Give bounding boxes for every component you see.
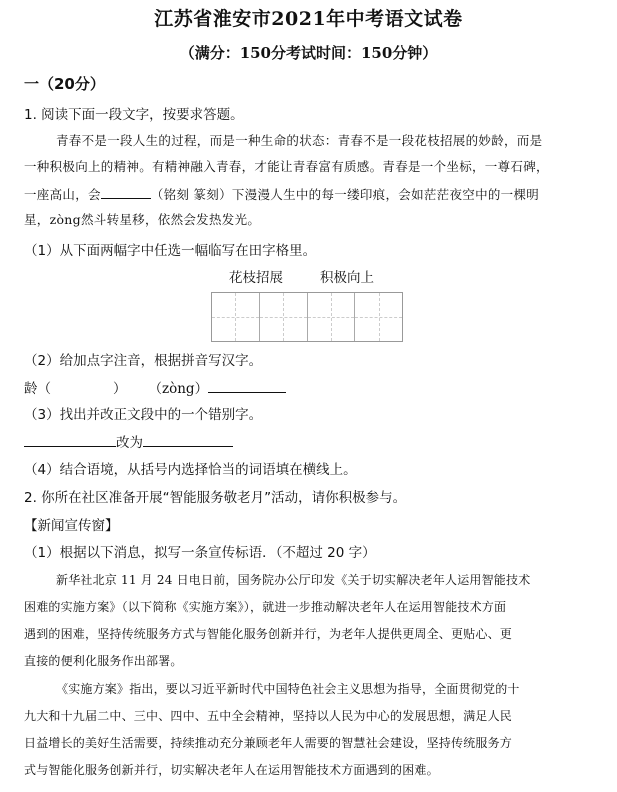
grid-cell[interactable]	[308, 293, 356, 341]
news-p2-line-4: 式与智能化服务创新并行，切实解决老年人在运用智能技术方面遇到的困难。	[24, 763, 439, 777]
grid-cell[interactable]	[260, 293, 308, 341]
exam-info: （满分：150分考试时间：150分钟）	[179, 44, 438, 62]
q2-subquestion-1: （1）根据以下消息，拟写一条宣传标语．（不超过 20 字）	[24, 545, 376, 561]
fill-blank-1[interactable]	[101, 184, 151, 199]
subquestion-2-answer-row	[24, 377, 286, 397]
pinyin-zong: （zòng）	[148, 381, 209, 397]
dotted-char-ling: 龄（	[24, 381, 51, 397]
subquestion-3-answer-row	[24, 431, 233, 451]
subquestion-3: （3）找出并改正文段中的一个错别字。	[24, 407, 263, 423]
hanzi-answer-blank[interactable]	[208, 378, 286, 393]
page-title: 江苏省淮安市2021年中考语文试卷	[154, 8, 463, 30]
correction-label: 改为	[116, 435, 143, 451]
passage-line-4: 星，zòng然斗转星移，依然会发热发光。	[24, 212, 261, 227]
phrase-option-a: 花枝招展	[229, 270, 283, 286]
news-p1-line-2: 困难的实施方案》（以下简称《实施方案》），就进一步推动解决老年人在运用智能技术方面	[24, 600, 507, 614]
passage-line-3-start: 一座高山，会	[24, 187, 101, 202]
passage-line-2: 一种积极向上的精神。有精神融入青春，才能让青春富有质感。青春是一个坐标，一尊石碑，	[24, 159, 549, 174]
grid-cell[interactable]	[355, 293, 402, 341]
paren-close: ）	[113, 381, 127, 397]
question-2-prompt: 2. 你所在社区准备开展“智能服务敬老月”活动，请你积极参与。	[24, 490, 407, 506]
news-window-label: 【新闻宣传窗】	[24, 518, 119, 534]
wrong-char-blank[interactable]	[24, 432, 116, 447]
news-p2-line-3: 日益增长的美好生活需要，持续推动充分兼顾老年人需要的智慧社会建设，坚持传统服务方	[24, 736, 513, 750]
tianzige-grid[interactable]	[211, 292, 403, 342]
passage-line-1: 青春不是一段人生的过程，而是一种生命的状态：青春不是一段花枝招展的妙龄，而是	[56, 133, 543, 148]
correct-char-blank[interactable]	[143, 432, 233, 447]
section-heading: 一（20分）	[24, 75, 105, 93]
passage-line-3-end: （铭刻 篆刻）下漫漫人生中的每一缕印痕，会如茫茫夜空中的一棵明	[150, 187, 540, 202]
question-1-prompt: 1. 阅读下面一段文字，按要求答题。	[24, 107, 244, 123]
news-p1-line-4: 直接的便利化服务作出部署。	[24, 654, 183, 668]
subquestion-4: （4）结合语境，从括号内选择恰当的词语填在横线上。	[24, 462, 357, 478]
news-p2-line-1: 《实施方案》指出，要以习近平新时代中国特色社会主义思想为指导，全面贯彻党的十	[56, 682, 520, 696]
phrase-option-b: 积极向上	[320, 270, 374, 286]
subquestion-1: （1）从下面两幅字中任选一幅临写在田字格里。	[24, 243, 317, 259]
news-p1-line-1: 新华社北京 11 月 24 日电日前，国务院办公厅印发《关于切实解决老年人运用智能技术	[56, 573, 531, 587]
news-p2-line-2: 九大和十九届二中、三中、四中、五中全会精神，坚持以人民为中心的发展思想，满足人民	[24, 709, 513, 723]
grid-cell[interactable]	[212, 293, 260, 341]
news-p1-line-3: 遇到的困难，坚持传统服务方式与智能化服务创新并行，为老年人提供更周全、更贴心、更	[24, 627, 513, 641]
passage-line-3	[24, 184, 539, 203]
subquestion-2: （2）给加点字注音，根据拼音写汉字。	[24, 353, 263, 369]
